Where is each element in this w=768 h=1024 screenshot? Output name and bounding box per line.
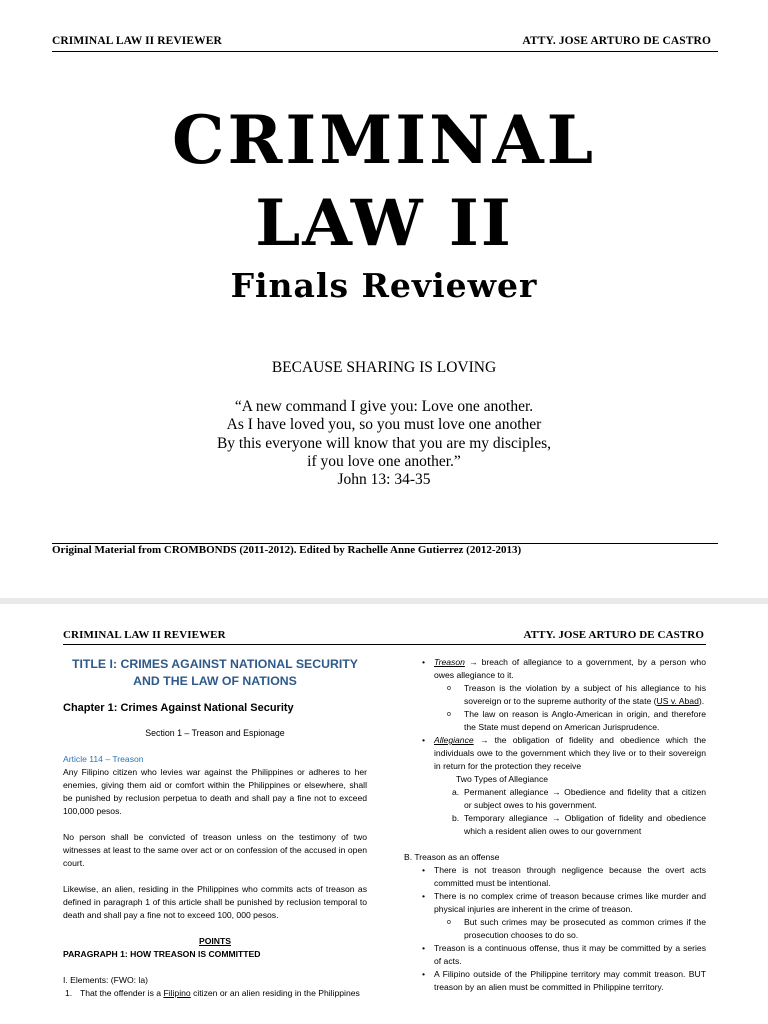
verse-reference: John 13: 34-35 (337, 471, 431, 489)
article-heading: Article 114 – Treason (63, 754, 144, 764)
list-item-text: There is no complex crime of treason because crimes like murder and physical injuries are inherent in the crime of treason. (434, 891, 706, 914)
left-column (63, 656, 367, 1000)
article-paragraph-3: Likewise, an alien, residing in the Philippines who commits acts of treason as defined in paragraph 1 of this article shall be punished by reclusion temporal to death and shall pay a fine not to exceed 100, 000 pesos. (63, 884, 367, 920)
term-treason: Treason (434, 657, 465, 667)
bullet-icon: • (421, 891, 425, 901)
enum-text: Temporary allegiance → Obligation of fidelity and obedience which a resident alien owes to our government (464, 813, 706, 836)
page1-header-right: ATTY. JOSE ARTURO DE CASTRO (522, 35, 711, 47)
element-item (63, 987, 367, 1000)
verse-line: if you love one another.” (307, 452, 461, 470)
circle-bullet-icon: o (447, 919, 451, 926)
list-item (404, 890, 706, 916)
page2-header-left: CRIMINAL LAW II REVIEWER (63, 629, 226, 641)
element-number: 1. (65, 988, 73, 998)
enum-letter: a. (452, 787, 460, 797)
cover-subtitle: Finals Reviewer (230, 266, 538, 305)
article-paragraph-2: No person shall be convicted of treason unless on the testimony of two witnesses at least to the same over act or on confession of the accused in open court. (63, 832, 367, 868)
sub-item-text-end: ). (698, 696, 705, 706)
list-item (404, 864, 706, 890)
list-item (404, 734, 706, 773)
allegiance-types-heading: Two Types of Allegiance (456, 774, 549, 784)
sub-item-text: The law on reason is Anglo-American in origin, and therefore the State must depend on American Jurisprudence. (464, 709, 706, 732)
enum-text: Permanent allegiance → Obedience and fidelity that a citizen or subject owes to his government. (464, 787, 706, 810)
cover-title-line2: LAW II (255, 186, 513, 261)
element-text-link: Filipino (163, 988, 191, 998)
list-item (404, 656, 706, 682)
list-item-text: A Filipino outside of the Philippine territory may commit treason. BUT treason by an alien must be committed in Philippine territory. (434, 969, 706, 992)
circle-bullet-icon: o (447, 685, 451, 692)
elements-heading: I. Elements: (FWO: la) (63, 975, 148, 985)
title-heading (63, 656, 367, 690)
element-text-pre: That the offender is a (80, 988, 164, 998)
enum-item (404, 786, 706, 812)
verse-line: “A new command I give you: Love one another. (234, 398, 534, 415)
credit-text: Original Material from CROMBONDS (2011-2012). Edited by Rachelle Anne Gutierrez (2012-2013) (52, 544, 522, 556)
title-heading-line1: TITLE I: CRIMES AGAINST NATIONAL SECURITY (71, 657, 359, 671)
points-heading: POINTS (199, 936, 231, 946)
page2-header-rule (63, 644, 706, 645)
case-citation: US v. Abad (656, 696, 699, 706)
bullet-icon: • (421, 735, 425, 745)
page-separator (0, 598, 768, 604)
verse-line: As I have loved you, so you must love one another (226, 416, 542, 434)
bullet-icon: • (421, 657, 425, 667)
term-allegiance: Allegiance (434, 735, 474, 745)
list-item (404, 968, 706, 994)
bullet-icon: • (421, 865, 425, 875)
section-heading: Section 1 – Treason and Espionage (145, 728, 285, 738)
element-text-post: citizen or an alien residing in the Philippines (190, 988, 360, 998)
list-item-text: There is not treason through negligence because the overt acts committed must be intentional. (434, 865, 706, 888)
sub-item-text: But such crimes may be prosecuted as common crimes if the prosecution chooses to do so. (464, 917, 706, 940)
cover-title-line1: CRIMINAL (171, 101, 597, 179)
term-definition: → the obligation of fidelity and obedience which the individuals owe to the government which they live or to their sovereign in return for the protection they receive (434, 735, 706, 771)
sub-item-text: Treason is the violation by a subject of his allegiance to his sovereign or to the supreme authority of the state ( (464, 683, 706, 706)
page1-header-rule (52, 51, 718, 52)
article-paragraph-1: Any Filipino citizen who levies war against the Philippines or adheres to her enemies, giving them aid or comfort within the Philippines or elsewhere, shall be punished by reclusion perpetua to death and shall pay a fine not to exceed 100,000 pesos. (63, 767, 367, 816)
page1-header-left: CRIMINAL LAW II REVIEWER (52, 35, 222, 47)
bullet-icon: • (421, 969, 425, 979)
circle-bullet-icon: o (447, 711, 451, 718)
page2-header-right: ATTY. JOSE ARTURO DE CASTRO (523, 629, 704, 641)
motto: BECAUSE SHARING IS LOVING (271, 359, 497, 376)
element-text (80, 987, 360, 1000)
enum-item (404, 812, 706, 838)
bible-verse (0, 398, 768, 489)
right-column (404, 656, 706, 994)
chapter-heading: Chapter 1: Crimes Against National Security (63, 702, 294, 714)
verse-line: By this everyone will know that you are my disciples, (216, 434, 552, 452)
enum-letter: b. (452, 813, 460, 823)
bullet-icon: • (421, 943, 425, 953)
sub-list-item (404, 682, 706, 708)
title-heading-line2: AND THE LAW OF NATIONS (133, 674, 297, 688)
sub-list-item (404, 708, 706, 734)
list-item (404, 942, 706, 968)
paragraph-heading: PARAGRAPH 1: HOW TREASON IS COMMITTED (63, 949, 261, 959)
sub-list-item (404, 916, 706, 942)
term-definition: → breach of allegiance to a government, by a person who owes allegiance to it. (434, 657, 706, 680)
section-b-heading: B. Treason as an offense (404, 852, 500, 862)
list-item-text: Treason is a continuous offense, thus it may be committed by a series of acts. (434, 943, 706, 966)
